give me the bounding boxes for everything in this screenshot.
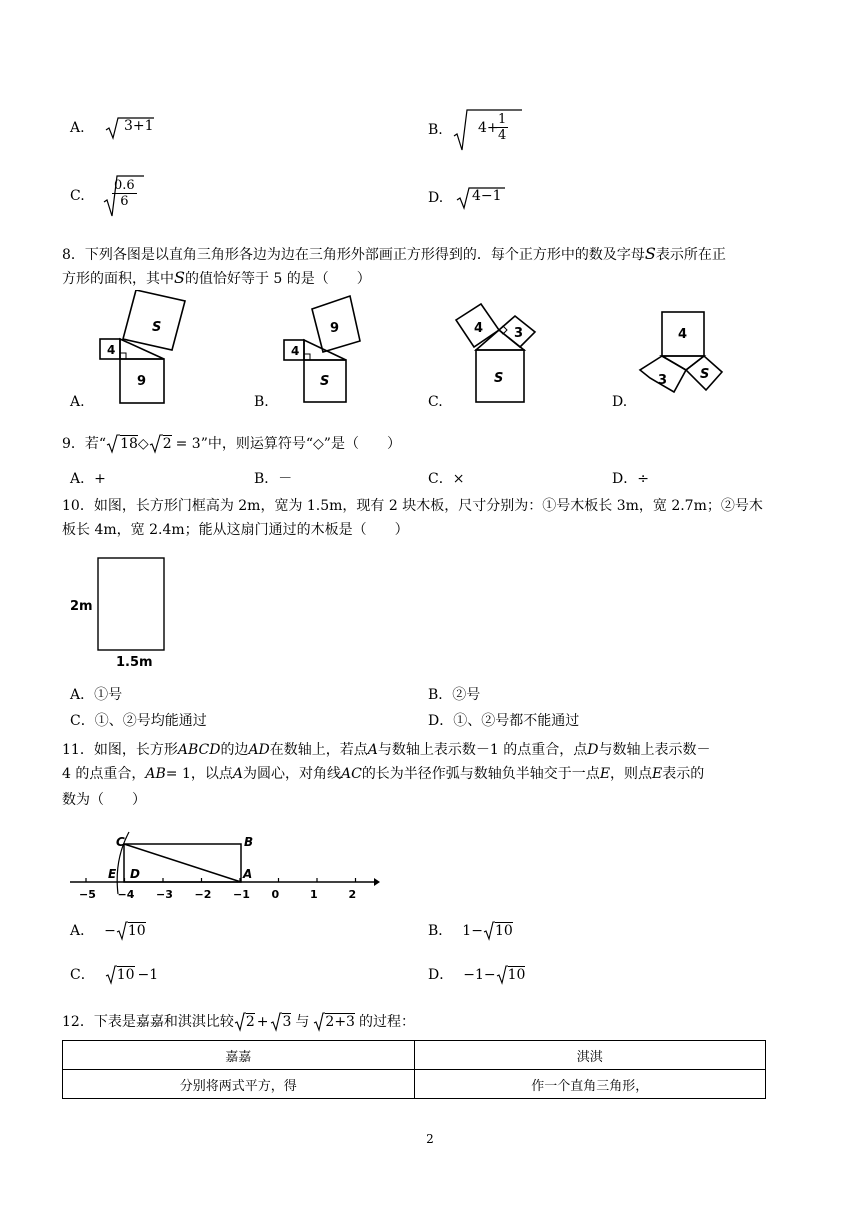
q12-comparison-table — [62, 1040, 766, 1099]
q8-figure-b — [280, 290, 380, 406]
q7-option-a — [70, 116, 155, 140]
option-prefix: −1− — [463, 967, 496, 983]
axis-tick-label: −1 — [233, 888, 250, 901]
width-label: 1.5m — [116, 655, 153, 670]
var-abcd: ABCD — [177, 742, 221, 758]
height-label: 2m — [70, 599, 93, 614]
var-a: A — [232, 766, 243, 782]
q11-text: 在数轴上，若点 — [269, 742, 368, 758]
var-a: A — [367, 742, 378, 758]
point-b-label: B — [244, 835, 254, 849]
numerator: 0.6 — [114, 178, 135, 193]
option-label: A． — [70, 471, 95, 487]
option-label: C. — [70, 188, 85, 204]
square-label: 4 — [474, 321, 484, 336]
radical-sign — [105, 965, 117, 985]
q11-text: 的边 — [220, 742, 249, 758]
whole-term: 4+ — [478, 120, 499, 136]
numerator: 1 — [498, 112, 507, 127]
option-label: A. — [70, 120, 85, 136]
radical-sign — [483, 921, 495, 941]
radicand: 10 — [507, 967, 526, 983]
option-text: － — [278, 471, 293, 487]
axis-tick-label: −5 — [79, 888, 96, 901]
axis-tick-label: −3 — [156, 888, 173, 901]
option-label: D． — [612, 471, 638, 487]
q12-text-post: 的过程： — [358, 1014, 415, 1030]
square-label: 4 — [291, 344, 300, 358]
table-header: 淇淇 — [414, 1041, 766, 1070]
q7-option-c — [70, 174, 145, 218]
radical-sign — [496, 965, 508, 985]
option-label: B. — [428, 122, 443, 138]
radicand: 18 — [120, 436, 138, 452]
q11-text-line3: 数为（ ） — [62, 792, 146, 808]
axis-tick-label: 2 — [348, 888, 357, 901]
option-text: × — [452, 471, 465, 487]
table-cell: 作一个直角三角形， — [414, 1070, 766, 1099]
q8-text-line1 — [62, 242, 802, 267]
axis-tick-label: 0 — [271, 888, 280, 901]
q8-figure-d-label: D. — [612, 394, 628, 410]
square-label: 3 — [514, 326, 524, 341]
q10-option-a — [70, 684, 122, 704]
pythagoras-diagram — [636, 310, 732, 408]
option-label: D. — [428, 190, 444, 206]
radicand: 10 — [494, 923, 513, 939]
q8-figure-b-label: B. — [254, 394, 269, 410]
plus-sign: + — [256, 1014, 269, 1030]
option-label: C． — [428, 471, 453, 487]
q11-option-b — [428, 920, 513, 941]
option-prefix: 1− — [462, 923, 483, 939]
table-row — [63, 1070, 766, 1099]
q8-figure-a-label: A. — [70, 394, 85, 410]
option-text: ÷ — [637, 471, 649, 487]
q8-figure-c-label: C. — [428, 394, 443, 410]
q11-option-a — [70, 920, 146, 941]
option-label: C． — [70, 713, 95, 729]
option-label: B． — [428, 687, 453, 703]
option-label: D． — [428, 967, 454, 983]
option-label: A． — [70, 923, 95, 939]
q8-text: 的值恰好等于 5 的是（ ） — [184, 271, 371, 287]
radical-sign — [234, 1012, 246, 1032]
option-text: ①、②号都不能通过 — [453, 713, 580, 729]
q9-option-d — [612, 468, 649, 488]
q12-text-pre: 12．下表是嘉嘉和淇淇比较 — [62, 1014, 234, 1030]
page-number: 2 — [426, 1132, 434, 1146]
q9-text-pre: 9．若“ — [62, 436, 107, 452]
option-label: C． — [70, 967, 95, 983]
q8-text-line2 — [62, 266, 802, 291]
fraction — [112, 178, 137, 209]
var-e: E — [599, 766, 611, 782]
q9-text — [62, 432, 802, 456]
point-d-label: D — [130, 867, 140, 881]
q10-door-figure — [66, 550, 176, 674]
q8-figure-d — [636, 310, 732, 408]
point-e-label: E — [108, 867, 117, 881]
var-ab: AB — [145, 766, 166, 782]
radicand: 3 — [282, 1014, 292, 1030]
q8-figure-c — [452, 298, 556, 406]
radical-sign — [106, 434, 120, 454]
q11-text: 4 的点重合， — [62, 766, 146, 782]
equation-rhs: = 3 — [175, 436, 201, 452]
radicand: 2 — [245, 1014, 255, 1030]
q11-text: 表示的 — [662, 766, 705, 782]
option-label: B． — [428, 923, 453, 939]
radical-sign — [116, 921, 128, 941]
radicand: 4−1 — [472, 188, 502, 204]
option-label: D． — [428, 713, 454, 729]
radicand: 3+1 — [124, 118, 154, 134]
option-text: ①号 — [94, 687, 123, 703]
var-s: S — [644, 244, 656, 263]
q11-text-line1 — [62, 738, 802, 762]
number-line-diagram — [66, 826, 382, 904]
q11-text: 为圆心，对角线 — [242, 766, 341, 782]
q11-text: 与数轴上表示数－1 的点重合，点 — [377, 742, 588, 758]
var-e: E — [652, 766, 663, 782]
door-frame-diagram — [66, 550, 176, 674]
var-s: S — [174, 268, 185, 287]
q11-text: 的长为半径作弧与数轴负半轴交于一点 — [361, 766, 600, 782]
square-label: S — [494, 371, 504, 386]
q8-text: 方形的面积，其中 — [62, 271, 174, 287]
q10-option-b — [428, 684, 480, 704]
q11-number-line-figure — [66, 826, 382, 904]
q11-option-c — [70, 964, 158, 985]
square-label: 4 — [107, 343, 116, 357]
q11-text: ，则点 — [610, 766, 653, 782]
square-label: S — [320, 374, 330, 389]
q10-text-line2: 板长 4m，宽 2.4m；能从这扇门通过的木板是（ ） — [62, 522, 409, 538]
q11-text: = 1，以点 — [165, 766, 233, 782]
option-text: ①、②号均能通过 — [94, 713, 207, 729]
q11-option-d — [428, 964, 525, 985]
var-ac: AC — [340, 766, 362, 782]
q12-text-mid: 与 — [295, 1014, 310, 1030]
pythagoras-diagram — [452, 298, 556, 406]
square-label: 3 — [658, 373, 668, 388]
radicand: 2 — [162, 436, 172, 452]
option-label: B． — [254, 471, 279, 487]
q11-text-line2 — [62, 762, 802, 786]
q7-option-d — [428, 186, 506, 210]
q9-text-post: ”中，则运算符号“◇”是（ ） — [200, 436, 401, 452]
q8-text: 8．下列各图是以直角三角形各边为边在三角形外部画正方形得到的．每个正方形中的数及字母 — [62, 247, 645, 263]
axis-tick-label: 1 — [310, 888, 318, 901]
var-ad: AD — [248, 742, 270, 758]
q9-option-b — [254, 468, 292, 488]
q10-option-c — [70, 710, 207, 730]
q9-option-a — [70, 468, 106, 488]
q10-option-d — [428, 710, 579, 730]
radicand: 10 — [127, 923, 146, 939]
table-cell: 分别将两式平方，得 — [63, 1070, 415, 1099]
option-label: A． — [70, 687, 95, 703]
square-label: 9 — [137, 374, 147, 389]
option-prefix: − — [104, 923, 116, 939]
option-text: + — [94, 471, 106, 487]
q10-text-line1: 10．如图，长方形门框高为 2m，宽为 1.5m，现有 2 块木板，尺寸分别为：①号木板长 3m，宽 2.7m；②号木 — [62, 498, 763, 514]
option-suffix: −1 — [137, 967, 159, 983]
pythagoras-diagram — [280, 290, 380, 406]
radical-sign — [270, 1012, 282, 1032]
q12-text — [62, 1010, 802, 1034]
fraction — [496, 112, 508, 143]
pythagoras-diagram — [96, 290, 196, 406]
radicand: 2+3 — [325, 1014, 355, 1030]
q11-text: 与数轴上表示数－ — [598, 742, 711, 758]
q7-option-b — [428, 108, 523, 152]
option-text: ②号 — [452, 687, 481, 703]
table-header: 嘉嘉 — [63, 1041, 415, 1070]
q8-figure-a — [96, 290, 196, 406]
denominator: 6 — [120, 194, 129, 209]
square-label: S — [152, 320, 162, 335]
operator-symbol: ◇ — [137, 436, 149, 452]
table-header-row — [63, 1041, 766, 1070]
axis-tick-label: −2 — [194, 888, 212, 901]
square-label: 9 — [330, 321, 340, 336]
var-d: D — [587, 742, 599, 758]
q11-text: 11．如图，长方形 — [62, 742, 178, 758]
q9-option-c — [428, 468, 464, 488]
q8-text: 表示所在正 — [655, 247, 726, 263]
radical-sign — [313, 1012, 325, 1032]
point-a-label: A — [243, 867, 253, 881]
radical-sign — [149, 434, 163, 454]
axis-tick-label: −4 — [117, 888, 135, 901]
denominator: 4 — [498, 128, 507, 143]
square-label: S — [700, 367, 710, 382]
square-label: 4 — [678, 327, 688, 342]
radicand: 10 — [116, 967, 135, 983]
point-c-label: C — [116, 835, 125, 849]
